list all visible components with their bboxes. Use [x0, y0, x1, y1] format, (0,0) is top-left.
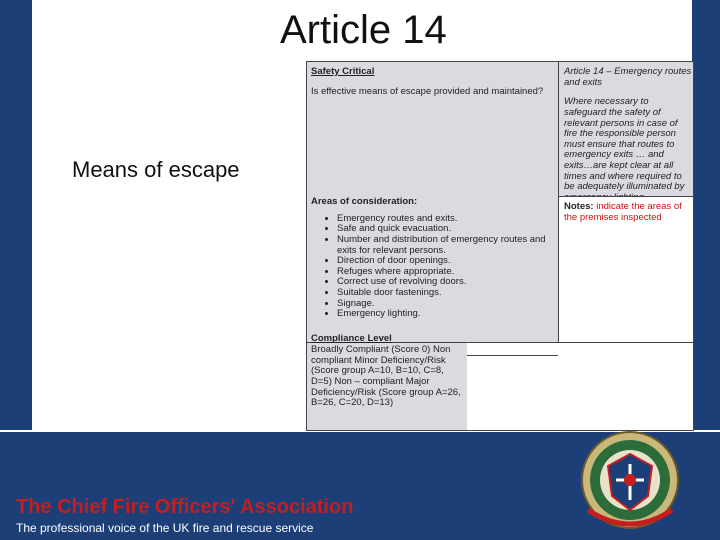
area-item: • Direction of door openings. — [337, 256, 556, 267]
safety-critical-heading: Safety Critical — [311, 66, 375, 77]
organisation-name: The Chief Fire Officers' Association — [16, 496, 354, 518]
organisation-tagline: The professional voice of the UK fire and rescue service — [16, 521, 314, 535]
crest-logo-icon — [570, 430, 690, 540]
area-item: • Signage. — [337, 299, 556, 310]
area-item: • Suitable door fastenings. — [337, 288, 556, 299]
article-text: Where necessary to safeguard the safety of relevant persons in case of fire the responsible person must ensure that routes to emergency exits … and exits…are kept clear at all times and where required to be adequately illuminated by — [564, 96, 685, 193]
article-heading: Article 14 – Emergency routes and exits — [564, 66, 692, 88]
notes-cell — [559, 197, 694, 342]
compliance-heading: Compliance Level — [311, 333, 392, 344]
area-item: • Emergency routes and exits. — [337, 214, 556, 225]
article-cell — [564, 67, 692, 204]
slide-title: Article 14 — [280, 8, 447, 52]
area-item: • Number and distribution of emergency routes and exits for relevant persons. — [337, 235, 556, 256]
notes-text: indicate the areas of the premises inspected — [564, 201, 682, 223]
notes-label: Notes: — [564, 201, 594, 212]
area-item: • Correct use of revolving doors. — [337, 277, 556, 288]
area-item: • Refuges where appropriate. — [337, 267, 556, 278]
compliance-levels-cell — [311, 345, 465, 409]
areas-list — [311, 214, 556, 320]
slide-subtitle: Means of escape — [72, 157, 240, 182]
areas-heading: Areas of consideration: — [311, 196, 418, 207]
safety-critical-cell — [311, 67, 551, 97]
areas-cell — [311, 197, 556, 320]
left-blue-band — [0, 0, 32, 430]
area-item: • Emergency lighting. — [337, 309, 556, 320]
score-box-divider — [467, 355, 558, 356]
compliance-levels: Broadly Compliant (Score 0) Non compliant Minor Deficiency/Risk (Score group A=10, B=10, C=8, D=5) Non – compliant Major Deficiency/Risk (Score group A=26, B=26, C=20, D=13) — [311, 344, 461, 409]
safety-question: Is effective means of escape provided and maintained? — [311, 85, 544, 97]
compliance-score-boxes — [467, 343, 694, 431]
inspection-form-image — [306, 61, 694, 431]
right-blue-band — [692, 0, 720, 430]
area-item: • Safe and quick evacuation. — [337, 224, 556, 235]
